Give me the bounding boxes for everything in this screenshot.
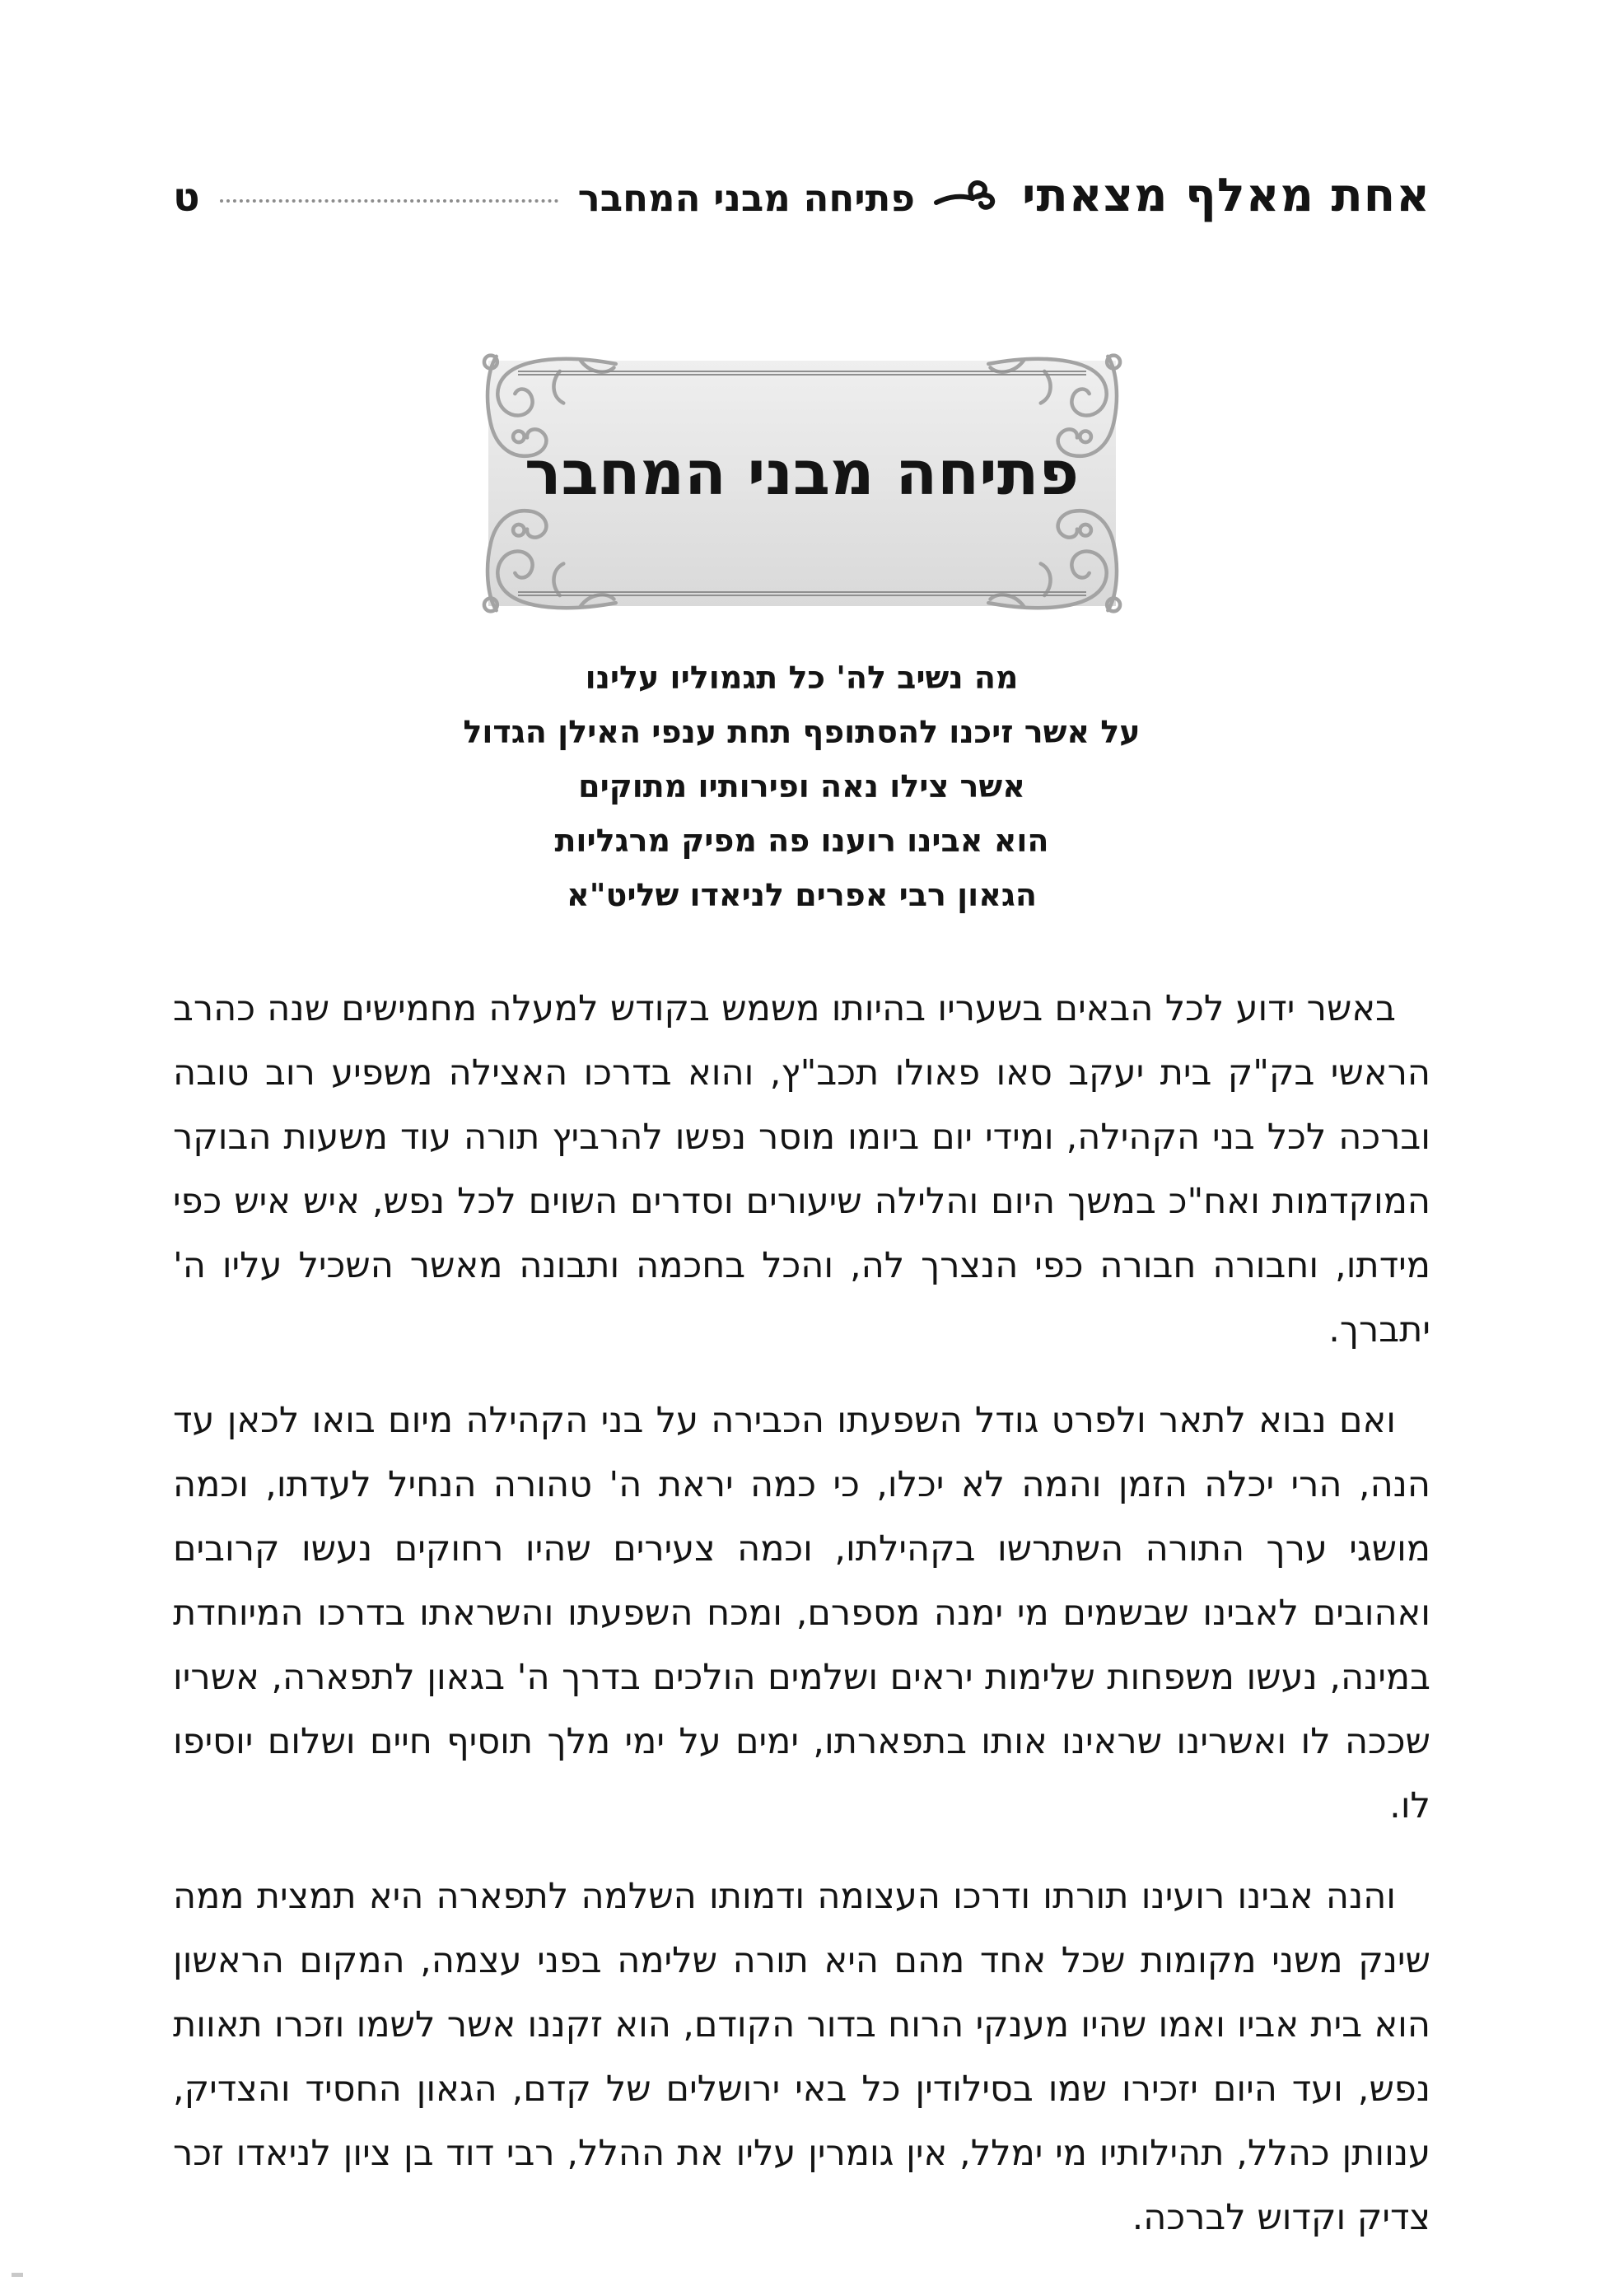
dedication-poem: [173, 651, 1430, 922]
dedication-line: אשר צילו נאה ופירותיו מתוקים: [578, 768, 1025, 805]
dotted-leader: [220, 199, 558, 203]
corner-scroll-flourish-icon: [986, 504, 1127, 616]
corner-scroll-flourish-icon: [477, 504, 618, 616]
page-number: ט: [173, 175, 200, 221]
dedication-line: הוא אבינו רוענו פה מפיק מרגליות: [554, 823, 1049, 859]
running-header: [173, 0, 1430, 222]
header-section-title: פתיחה מבני המחבר: [577, 176, 915, 220]
page-scan-artifact: [12, 2273, 23, 2277]
dedication-line: על אשר זיכנו להסתופף תחת ענפי האילן הגדול: [463, 714, 1141, 750]
body-paragraph: באשר ידוע לכל הבאים בשעריו בהיותו משמש בקודש למעלה מחמישים שנה כהרב הראשי בק"ק בית יעקב סאו פאולו תכב"ץ, והוא בדרכו האצילה משפיע רוב טובה וברכה לכל בני הקהילה, ומידי יום ביומו מוסר נפשו להרביץ תורה עוד משעות הבוקר המוקדמות ואח"כ במשך היום והלילה שיעורים וסדרים השוים לכל נפש, איש איש כפי מידתו, וחבורה חבורה כפי הנצרך לה, והכל בחכמה ותבונה מאשר השכיל עליו ה' יתברך.: [173, 988, 1430, 1350]
body-text: [173, 977, 1430, 2250]
body-paragraph: והנה אבינו רועינו תורתו ודרכו העצומה ודמותו השלמה לתפארה היא תמצית ממה שינק משני מקומות שכל אחד מהם היא תורה שלימה בפני עצמה, המקום הראשון הוא בית אביו ואמו שהיו מענקי הרוח בדור הקודם, הוא זקננו אשר לשמו וזכרו תאוות נפש, ועד היום יזכירו שמו בסילודין כל באי ירושלים של קדם, הגאון החסיד והצדיק, ענוותן כהלל, תהילותיו מי ימלל, אין גומרין עליו את ההלל, רבי דוד בן ציון לניאדו זכר צדיק וקדוש לברכה.: [173, 1876, 1430, 2238]
dedication-line: הגאון רבי אפרים לניאדו שליט"א: [567, 877, 1037, 913]
body-paragraph: ואם נבוא לתאר ולפרט גודל השפעתו הכבירה על בני הקהילה מיום בואו לכאן עד הנה, הרי יכלה הזמן והמה לא יכלו, כי כמה יראת ה' טהורה הנחיל לעדתו, וכמה מושגי ערך התורה השתרשו בקהילתו, וכמה צעירים שהיו רחוקים נעשו קרובים ואהובים לאבינו שבשמים מי ימנה מספרם, ומכח השפעתו והשראתו בדרכו המיוחדת במינה, נעשו משפחות שלימות יראים ושלמים הולכים בדרך ה' בגאון לתפארה, אשריו שככה לו ואשרינו שראינו אותו בתפארתו, ימים על ימי מלך תוסיף חיים ושלום יוסיפו לו.: [173, 1400, 1430, 1826]
book-title: אחת מאלף מצאתי: [1021, 169, 1430, 222]
ornamental-title-box: [488, 361, 1116, 606]
floral-flourish-icon: [933, 177, 1001, 215]
dedication-line: מה נשיב לה' כל תגמוליו עלינו: [585, 660, 1019, 696]
section-main-title: פתיחה מבני המחבר: [524, 438, 1080, 509]
